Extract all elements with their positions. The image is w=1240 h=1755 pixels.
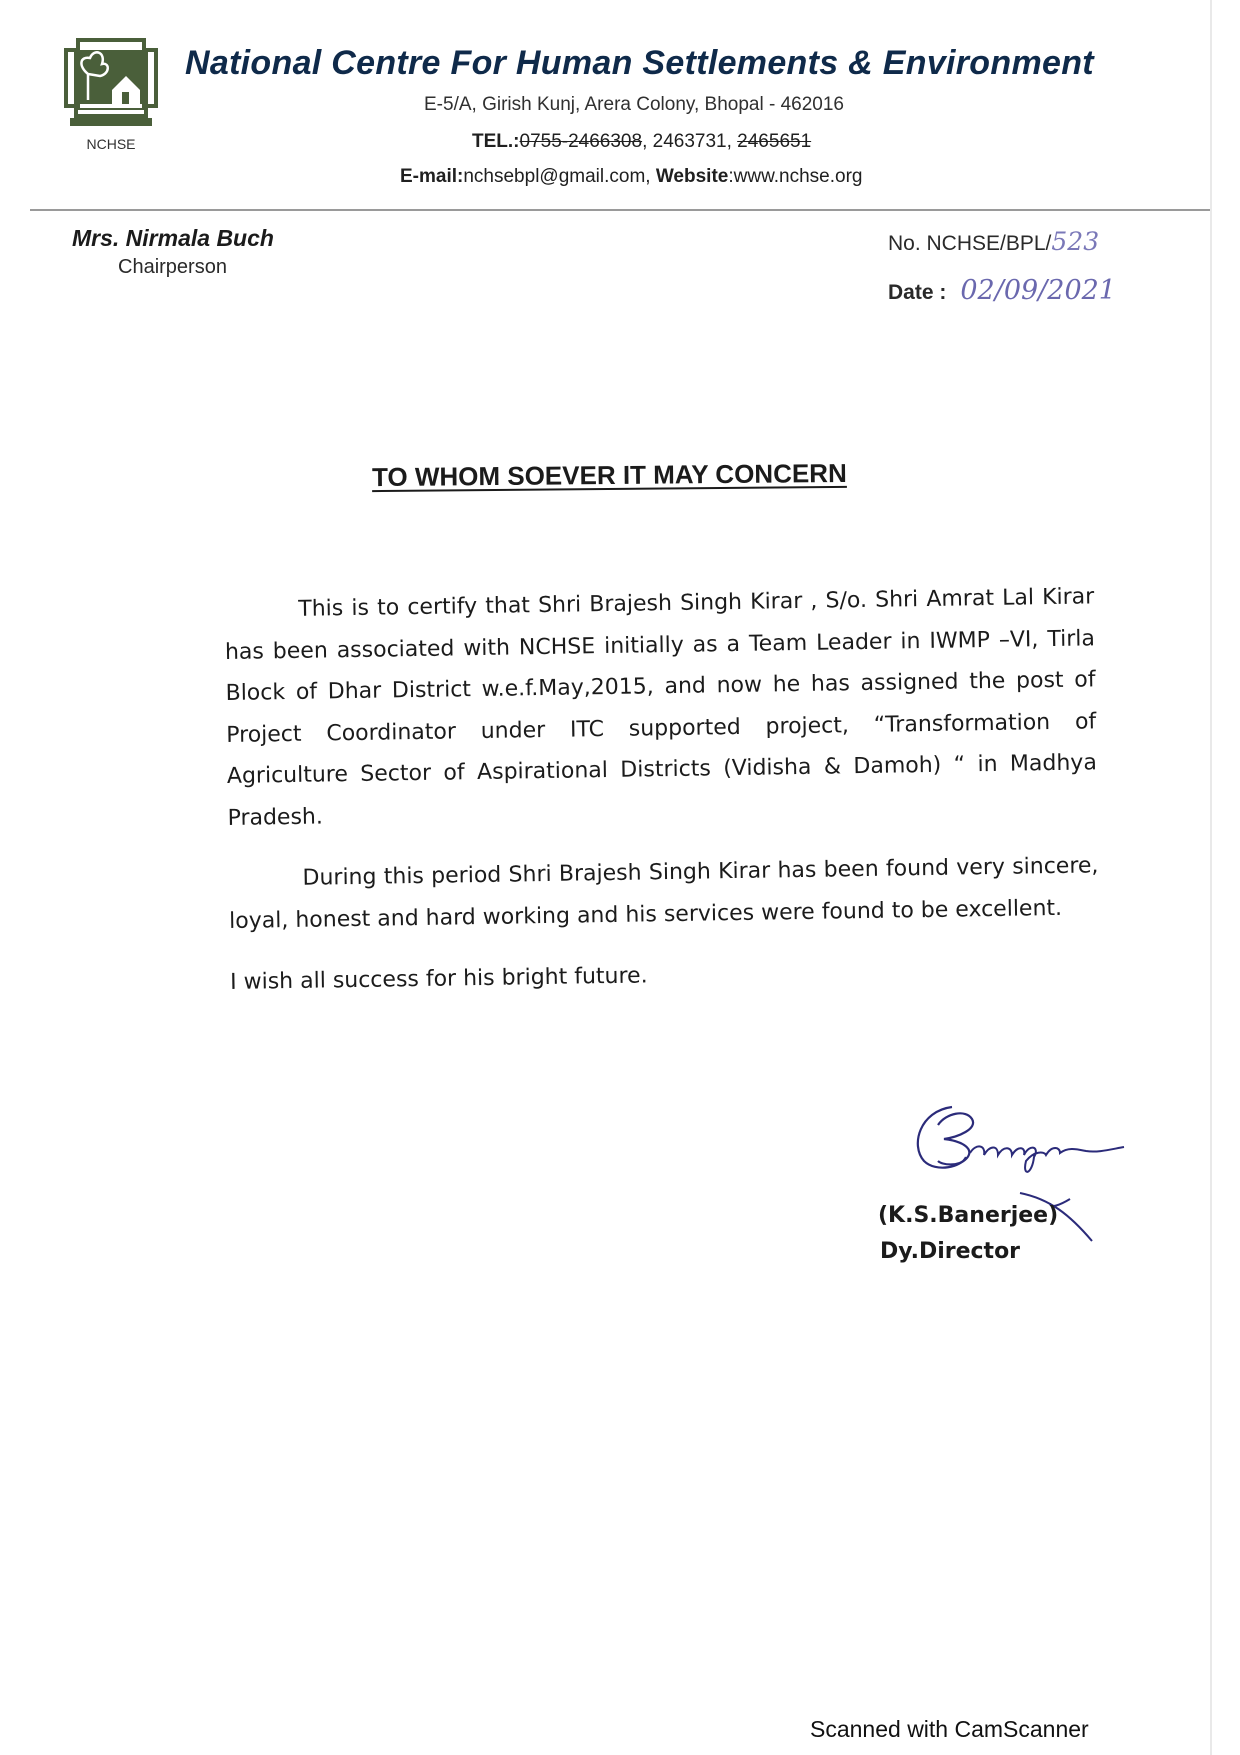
- website-address: :www.nchse.org: [728, 166, 863, 187]
- email-address: nchsebpl@gmail.com: [463, 166, 646, 187]
- nchse-logo: [60, 36, 162, 156]
- scan-edge: [1210, 0, 1212, 1755]
- organization-contact: E-mail:nchsebpl@gmail.com, Website:www.nchse.org: [400, 166, 863, 187]
- scanner-watermark: Scanned with CamScanner: [810, 1716, 1089, 1742]
- reference-number: [888, 227, 1099, 256]
- website-label: Website: [655, 166, 729, 187]
- letter-date: [888, 275, 1116, 306]
- reference-handwritten: 523: [1051, 227, 1100, 256]
- logo-label: NCHSE: [86, 136, 136, 152]
- phone-number-3: 2465651: [737, 131, 812, 152]
- body-paragraph-1: This is to certify that Shri Brajesh Singh Kirar , S/o. Shri Amrat Lal Kirar has been associated with NCHSE initially as a Team Leader in IWMP –VI, Tirla Block of Dhar District w.e.f.May,2015, and now he has assigned the post of Project Coordinator under ITC supported project, “Transformation of Agriculture Sector of Aspirational Districts (Vidisha & Damoh) “ in Madhya Pradesh.: [224, 584, 1098, 831]
- date-label: Date :: [888, 281, 947, 304]
- organization-name: National Centre For Human Settlements & Environment: [185, 44, 1094, 82]
- sender-title: Chairperson: [118, 256, 227, 278]
- phone-number-2: , 2463731,: [642, 131, 738, 152]
- body-paragraph-2: During this period Shri Brajesh Singh Kirar has been found very sincere, loyal, honest and hard working and his services were found to be excellent.: [229, 853, 1099, 934]
- sender-name: Mrs. Nirmala Buch: [72, 225, 274, 251]
- signatory-designation: Dy.Director: [880, 1239, 1021, 1264]
- organization-address: E-5/A, Girish Kunj, Arera Colony, Bhopal - 462016: [424, 94, 844, 115]
- letter-body: [224, 576, 1101, 1023]
- phone-label: TEL.:: [472, 131, 520, 152]
- phone-number-1: 0755-2466308: [519, 131, 643, 152]
- letterhead-divider: [30, 209, 1210, 211]
- signatory-name: (K.S.Banerjee): [878, 1203, 1059, 1228]
- reference-label: No. NCHSE/BPL/: [888, 232, 1052, 255]
- body-paragraph-3: I wish all success for his bright future.: [229, 963, 648, 995]
- email-label: E-mail:: [400, 166, 464, 187]
- organization-phone: [472, 131, 811, 153]
- document-heading: TO WHOM SOEVER IT MAY CONCERN: [371, 457, 847, 493]
- date-handwritten: 02/09/2021: [960, 275, 1116, 306]
